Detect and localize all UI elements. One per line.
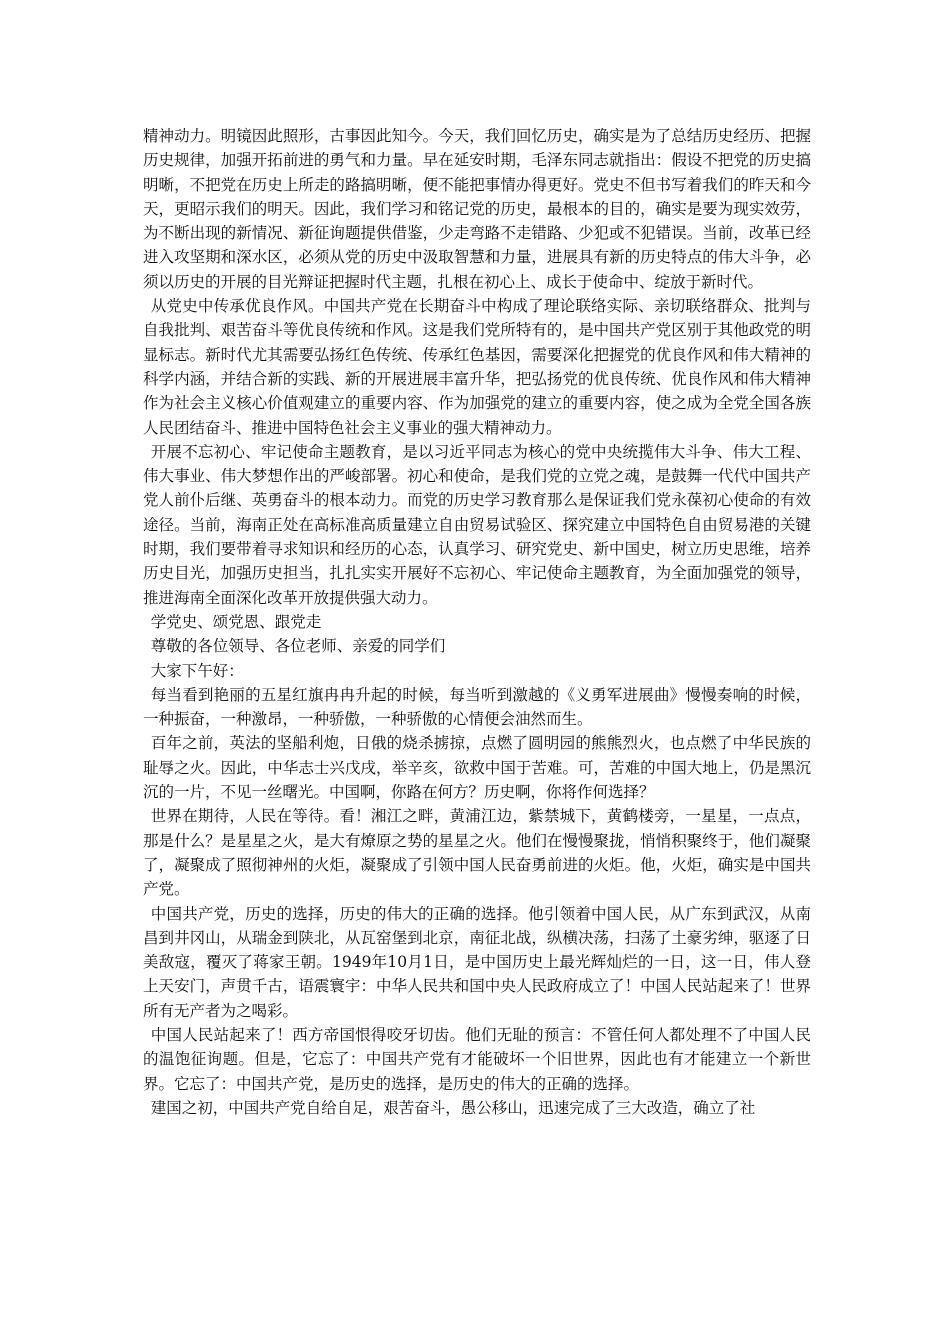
paragraph-theme-education: 开展不忘初心、牢记使命主题教育，是以习近平同志为核心的党中央统揽伟大斗争、伟大工程、伟大事业、伟大梦想作出的严峻部署。初心和使命，是我们党的立党之魂，是鼓舞一代代中国共产党人前仆后继、英勇奋斗的根本动力。而党的历史学习教育那么是保证我们党永葆初心使命的有效途径。当前，海南正处在高标准高质量建立自由贸易试验区、探究建立中国特色自由贸易港的关键时期，我们要带着寻求知识和经历的心态，认真学习、研究党史、新中国史，树立历史思维，培养历史目光，加强历史担当，扎扎实实开展好不忘初心、牢记使命主题教育，为全面加强党的领导，推进海南全面深化改革开放提供强大动力。 [143,442,811,607]
paragraph-century-ago: 百年之前，英法的坚船利炮，日俄的烧杀掳掠，点燃了圆明园的熊熊烈火，也点燃了中华民族的耻辱之火。因此，中华志士兴戊戌，举辛亥，欲救中国于苦难。可，苦难的中国大地上，仍是黑沉沉的一片，不见一丝曙光。中国啊，你路在何方？历史啊，你将作何选择？ [143,734,811,802]
document-body [143,124,811,1120]
paragraph-stood-up: 中国人民站起来了！西方帝国恨得咬牙切齿。他们无耻的预言：不管任何人都处理不了中国人民的温饱征询题。但是，它忘了：中国共产党有才能破坏一个旧世界，因此也有才能建立一个新世界。它忘了：中国共产党，是历史的选择，是历史的伟大的正确的选择。 [143,1025,811,1093]
speech-salutation: 尊敬的各位领导、各位老师、亲爱的同学们 [150,637,446,656]
paragraph-party-choice: 中国共产党，历史的选择，历史的伟大的正确的选择。他引领着中国人民，从广东到武汉，从南昌到井冈山，从瑞金到陕北，从瓦窑堡到北京，南征北战，纵横决荡，扫荡了土豪劣绅，驱逐了日美敌寇，覆灭了蒋家王朝。1949年10月1日，是中国历史上最光辉灿烂的一日，这一日，伟人登上天安门，声贯千古，语震寰宇：中华人民共和国中央人民政府成立了！中国人民站起来了！世界所有无产者为之喝彩。 [143,904,811,1020]
paragraph-fine-style: 从党史中传承优良作风。中国共产党在长期奋斗中构成了理论联络实际、亲切联络群众、批判与自我批判、艰苦奋斗等优良传统和作风。这是我们党所特有的，是中国共产党区别于其他政党的明显标志。新时代尤其需要弘扬红色传统、传承红色基因，需要深化把握党的优良作风和伟大精神的科学内涵，并结合新的实践、新的开展进展丰富升华，把弘扬党的优良传统、优良作风和伟大精神作为社会主义核心价值观建立的重要内容、作为加强党的建立的重要内容，使之成为全党全国各族人民团结奋斗、推进中国特色社会主义事业的强大精神动力。 [143,297,811,437]
paragraph-founding: 建国之初，中国共产党自给自足，艰苦奋斗，愚公移山，迅速完成了三大改造，确立了社 [150,1098,756,1117]
speech-title: 学党史、颂党恩、跟党走 [150,612,322,631]
paragraph-flag: 每当看到艳丽的五星红旗冉冉升起的时候，每当听到激越的《义勇军进展曲》慢慢奏响的时候，一种振奋，一种激昂，一种骄傲，一种骄傲的心情便会油然而生。 [143,685,811,729]
paragraph-history-mirror: 精神动力。明镜因此照形，古事因此知今。今天，我们回忆历史，确实是为了总结历史经历、把握历史规律，加强开拓前进的勇气和力量。早在延安时期，毛泽东同志就指出：假设不把党的历史搞明晰，不把党在历史上所走的路搞明晰，便不能把事情办得更好。党史不但书写着我们的昨天和今天，更昭示我们的明天。因此，我们学习和铭记党的历史，最根本的目的，确实是要为现实效劳，为不断出现的新情况、新征询题提供借鉴，少走弯路不走错路、少犯或不犯错误。当前，改革已经进入攻坚期和深水区，必须从党的历史中汲取智慧和力量，进展具有新的历史特点的伟大斗争，必须以历史的开展的目光辩证把握时代主题，扎根在初心上、成长于使命中、绽放于新时代。 [143,127,811,291]
paragraph-spark: 世界在期待，人民在等待。看！湘江之畔，黄浦江边，紫禁城下，黄鹤楼旁，一星星，一点点，那是什么？是星星之火，是大有燎原之势的星星之火。他们在慢慢聚拢，悄悄积聚终于，他们凝聚了，凝聚成了照彻神州的火炬，凝聚成了引领中国人民奋勇前进的火炬。他，火炬，确实是中国共产党。 [143,807,811,899]
speech-greeting: 大家下午好： [150,661,244,680]
